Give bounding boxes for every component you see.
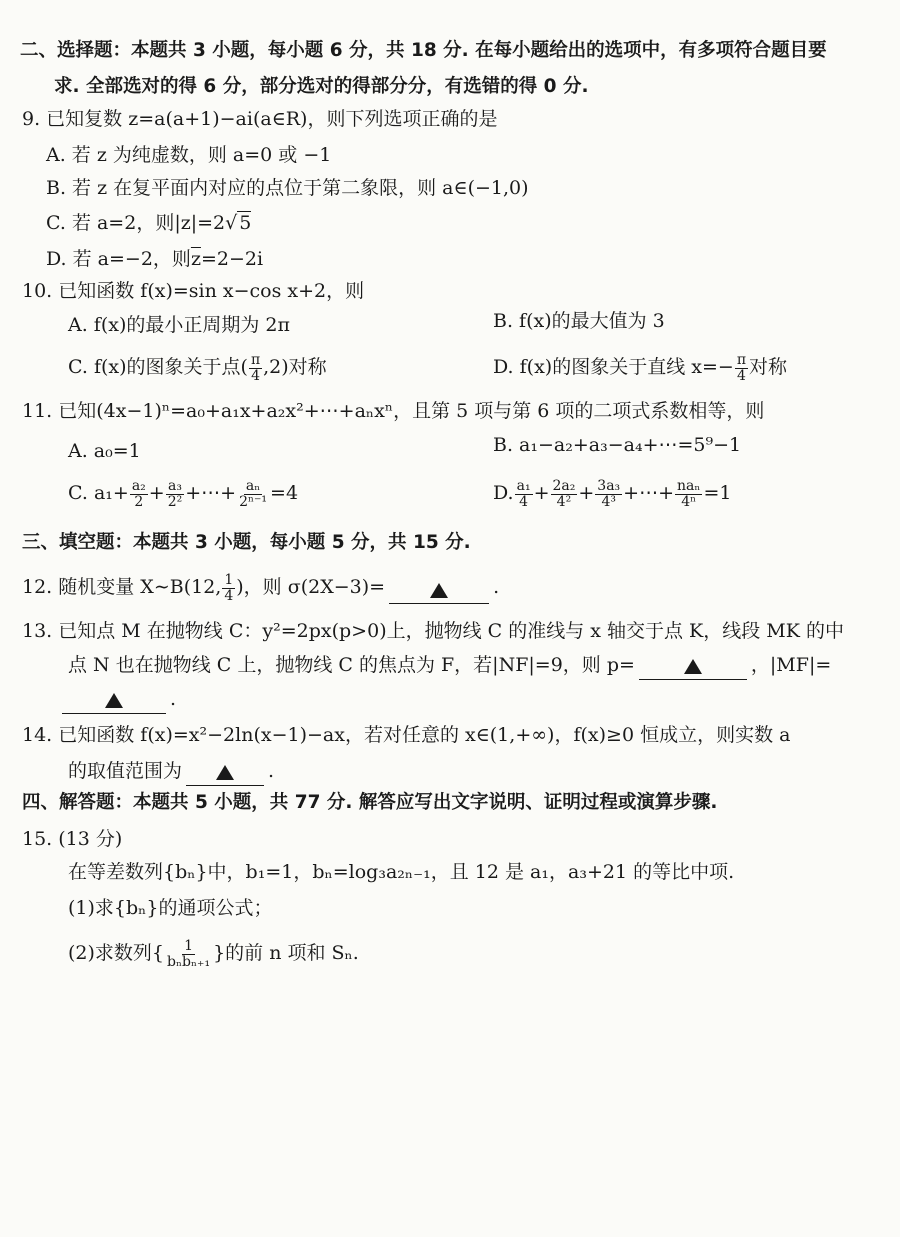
q9-option-a: A. 若 z 为纯虚数，则 a=0 或 −1	[46, 144, 332, 166]
q10-c-text2: ,2)对称	[263, 356, 327, 378]
q11-stem: 11. 已知(4x−1)ⁿ=a₀+a₁x+a₂x²+⋯+aₙxⁿ，且第 5 项与第 6 项的二项式系数相等，则	[22, 400, 765, 422]
q11-c-text: C. a₁+	[68, 482, 129, 504]
q11-c-frac2-num: a₃	[167, 477, 182, 494]
section-2-heading-line1: 二、选择题：本题共 3 小题，每小题 6 分，共 18 分. 在每小题给出的选项中，有多项符合题目要	[20, 40, 827, 61]
q15-part2-text: (2)求数列{	[68, 942, 165, 964]
q12-text: 12. 随机变量 X∼B(12,	[22, 576, 222, 598]
q10-d-fraction	[735, 353, 748, 384]
q15-fraction	[165, 939, 212, 970]
q11-d-frac2-den: 4²	[556, 493, 572, 510]
q13-text2: ，|MF|=	[750, 654, 832, 676]
q11-c-ellipsis: +⋯+	[185, 482, 237, 504]
q11-option-a: A. a₀=1	[68, 440, 141, 462]
q10-d-text2: 对称	[749, 356, 788, 378]
q10-option-d	[493, 352, 787, 384]
q15-frac-num: 1	[184, 937, 193, 954]
q9-d-text: D. 若 a=−2，则	[46, 248, 191, 270]
q9-c-radicand: 5	[239, 212, 252, 234]
q14-line1: 14. 已知函数 f(x)=x²−2ln(x−1)−ax，若对任意的 x∈(1,+∞)，f(x)≥0 恒成立，则实数 a	[22, 724, 791, 746]
q11-c-frac2-den: 2²	[167, 493, 183, 510]
q11-d-label: D.	[493, 482, 514, 504]
triangle-icon	[430, 583, 448, 598]
q9-option-d	[46, 244, 263, 274]
q13-line2	[68, 650, 831, 680]
q12-period: .	[493, 576, 500, 598]
q14-line2	[68, 756, 274, 786]
q12-frac-den: 4	[224, 587, 234, 604]
triangle-icon	[216, 765, 234, 780]
q14-answer-blank[interactable]	[186, 759, 264, 786]
section-4-heading: 四、解答题：本题共 5 小题，共 77 分. 解答应写出文字说明、证明过程或演算步骤.	[22, 792, 718, 813]
q13-line1: 13. 已知点 M 在抛物线 C：y²=2px(p>0)上，抛物线 C 的准线与 x 轴交于点 K，线段 MK 的中	[22, 620, 844, 642]
q10-d-text: D. f(x)的图象关于直线 x=−	[493, 356, 734, 378]
q13-p-answer-blank[interactable]	[639, 653, 747, 680]
q10-option-c	[68, 352, 327, 384]
q10-d-den: 4	[736, 367, 746, 384]
q11-d-frac1-den: 4	[519, 493, 529, 510]
q12-text2: )，则 σ(2X−3)=	[236, 576, 386, 598]
q11-option-d: D. $\frac{\text{a₁}}{4}$ + $\frac{\text{2a₂}}{\text{4²}}$ + $\frac{\text{3a₃}}{\text{4³}}$ +⋯+ $\frac{\text{naₙ}}{\text{4ⁿ}}$ =1	[493, 477, 732, 510]
q9-option-b: B. 若 z 在复平面内对应的点位于第二象限，则 a∈(−1,0)	[46, 177, 529, 199]
q11-option-b: B. a₁−a₂+a₃−a₄+⋯=5⁹−1	[493, 434, 742, 456]
q11-d-frac2-num: 2a₂	[552, 477, 576, 494]
q9-stem: 9. 已知复数 z=a(a+1)−ai(a∈R)，则下列选项正确的是	[22, 108, 498, 130]
q10-option-b: B. f(x)的最大值为 3	[493, 310, 665, 332]
q10-c-fraction	[249, 353, 262, 384]
q12-frac-num: 1	[224, 571, 234, 588]
q10-d-num: π	[736, 351, 747, 368]
q11-d-frac3-den: 4³	[601, 493, 616, 510]
q15-part1: (1)求{bₙ}的通项公式；	[68, 897, 273, 919]
q12-line	[22, 572, 499, 604]
triangle-icon	[684, 659, 702, 674]
q11-d-frac4-num: naₙ	[677, 477, 701, 494]
q11-d-frac2	[551, 479, 578, 510]
q12-fraction	[222, 573, 235, 604]
q9-d-conj: $\overline{z}$	[190, 248, 201, 270]
q11-d-frac1-num: a₁	[516, 477, 531, 494]
q11-d-frac3-num: 3a₃	[597, 477, 621, 494]
q11-d-ellipsis: +⋯+	[623, 482, 675, 504]
q13-mf-answer-blank[interactable]	[62, 687, 166, 714]
q10-c-num: π	[250, 351, 261, 368]
q10-option-a: A. f(x)的最小正周期为 2π	[68, 314, 290, 336]
q14-period: .	[268, 760, 275, 782]
section-2-heading-line2: 求. 全部选对的得 6 分，部分选对的得部分分，有选错的得 0 分.	[54, 76, 589, 97]
q13-text: 点 N 也在抛物线 C 上，抛物线 C 的焦点为 F，若|NF|=9，则 p=	[68, 654, 635, 676]
q11-c-frac3	[237, 479, 269, 510]
q10-c-text: C. f(x)的图象关于点(	[68, 356, 248, 378]
q10-stem: 10. 已知函数 f(x)=sin x−cos x+2，则	[22, 280, 365, 302]
q9-option-c: C. 若 a=2，则|z|=2√ 5	[46, 212, 252, 234]
q13-line3	[62, 684, 176, 714]
section-3-heading: 三、填空题：本题共 3 小题，每小题 5 分，共 15 分.	[22, 532, 471, 553]
q11-d-result: =1	[703, 482, 732, 504]
q15-frac-den: bₙbₙ₊₁	[167, 953, 211, 970]
q11-c-frac3-num: aₙ	[245, 477, 261, 494]
q11-c-frac2	[166, 479, 185, 510]
triangle-icon	[105, 693, 123, 708]
q11-c-frac3-den: 2ⁿ⁻¹	[239, 493, 268, 510]
q15-header: 15. (13 分)	[22, 828, 123, 850]
q10-c-den: 4	[251, 367, 260, 384]
q11-d-frac4	[675, 479, 702, 510]
q11-c-frac1-den: 2	[134, 493, 144, 510]
q11-c-frac1-num: a₂	[131, 477, 146, 494]
q15-part2	[68, 938, 359, 970]
q11-c-frac1	[130, 479, 148, 510]
q15-stem: 在等差数列{bₙ}中，b₁=1，bₙ=log₃a₂ₙ₋₁，且 12 是 a₁，a₃+21 的等比中项.	[68, 861, 735, 883]
q15-part2-text2: }的前 n 项和 Sₙ.	[213, 942, 359, 964]
q12-answer-blank[interactable]	[389, 577, 489, 604]
q11-option-c: C. a₁+ $\frac{\text{a₂}}{2}$ + $\frac{\text{a₃}}{\text{2²}}$ +⋯+ $\frac{\text{aₙ}}{\text{2ⁿ⁻¹}}$ =4	[68, 477, 299, 510]
q13-period: .	[170, 688, 177, 710]
q11-d-frac4-den: 4ⁿ	[681, 493, 697, 510]
q14-text: 的取值范围为	[68, 760, 183, 782]
q11-c-result: =4	[270, 482, 299, 504]
q9-c-text: C. 若 a=2，则|z|=2	[46, 212, 226, 234]
q11-d-frac1	[515, 479, 533, 510]
q9-d-value: =2−2i	[200, 248, 264, 270]
q11-d-frac3	[595, 479, 622, 510]
